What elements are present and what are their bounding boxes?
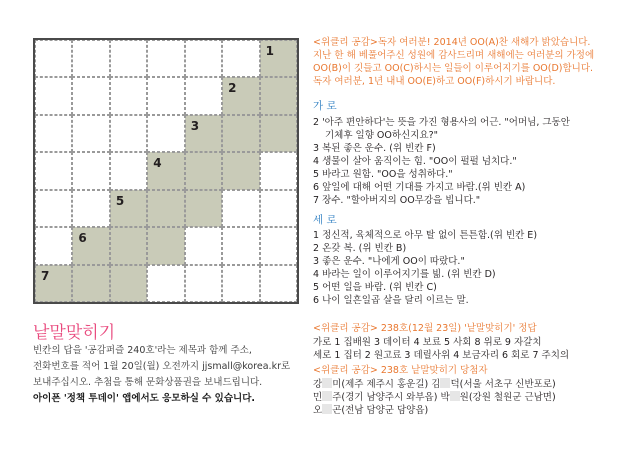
grid-cell [72,190,109,227]
winner-row [313,404,613,417]
grid-cell [147,227,184,264]
cell-number: 7 [41,268,50,283]
cell-number: 6 [78,231,87,246]
grid-cell [147,265,184,302]
winner-name: 김 [431,379,441,390]
answers-across: 가로 1 집배원 3 데이터 4 보료 5 사회 8 위로 9 자갈치 [313,337,542,348]
winner-name: 민 [313,392,323,403]
cell-number: 3 [190,118,200,133]
answers-down: 세로 1 집터 2 원고료 3 데릴사위 4 보금자리 6 회로 7 주치의 [313,350,570,361]
cell-number: 5 [115,193,125,208]
grid-cell [72,152,109,189]
instruction-line: 전화번호를 적어 1월 20일(월) 오전까지 jjsmall@korea.kr로 [33,361,291,372]
crossword-grid [33,38,299,304]
winner-name: 강 [313,379,323,390]
grid-cell [260,152,297,189]
clue-item: 7 장수. "할아버지의 OO무강을 빕니다." [313,195,481,206]
cell-number: 4 [153,156,162,171]
grid-cell [72,115,109,152]
grid-cell [72,227,109,264]
grid-cell [185,190,222,227]
across-clues [313,116,613,207]
cell-number: 1 [265,44,274,58]
grid-cell [260,40,297,77]
grid-cell [35,152,72,189]
intro-text [313,36,613,88]
winner-address: 주(경기 남양주시 와부읍) [332,392,438,403]
instruction-line: 보내주십시오. 추첨을 통해 문화상품권을 보내드립니다. [33,377,263,388]
grid-cell [185,152,222,189]
grid-cell [185,227,222,264]
clue-item: 3 복된 좋은 운수. (위 빈칸 F) [313,143,436,154]
intro-line: OO(B)이 깃들고 OO(C)하시는 일들이 이루어지기를 OO(D)합니다. [313,63,594,74]
clue-item: 3 좋은 운수. "나에게 OO이 따랐다." [313,256,465,267]
grid-cell [35,265,72,302]
winner-row [313,391,613,404]
winner-row [313,378,613,391]
clue-item: 6 앞일에 대해 어떤 기대를 가지고 바람.(위 빈칸 A) [313,182,526,193]
grid-cell [185,115,222,152]
grid-cell [260,77,297,114]
instruction-line: 빈칸의 답을 '공감퍼즐 240호'라는 제목과 함께 주소, [33,345,252,356]
instructions [33,343,301,407]
winner-name: 오 [313,405,323,416]
grid-cell [185,265,222,302]
down-clues [313,229,613,307]
grid-cell [260,265,297,302]
winners-list [313,378,613,417]
grid-cell [222,190,259,227]
masked-name [450,391,460,401]
puzzle-title: 낱말맞히기 [33,323,116,343]
winner-name: 박 [440,392,450,403]
grid-cell [110,77,147,114]
grid-cell [260,227,297,264]
answers [313,336,613,362]
grid-cell [35,227,72,264]
down-heading: 세 로 [313,214,337,226]
grid-cell [222,152,259,189]
grid-cell [222,40,259,77]
grid-cell [110,227,147,264]
grid-cell [222,265,259,302]
clue-item: 4 바라는 일이 이루어지기를 빎. (위 빈칸 D) [313,269,496,280]
grid-cell [72,265,109,302]
grid-cell [147,152,184,189]
winner-address: 미(제주 제주시 홍운길) [332,379,429,390]
masked-name [322,378,332,388]
cell-number: 2 [228,81,237,96]
grid-cell [147,77,184,114]
grid-cell [110,115,147,152]
winner-address: 원(강원 철원군 근남면) [459,392,556,403]
winner-address: 곤(전남 담양군 담양읍) [332,405,429,416]
grid-cell [147,40,184,77]
grid-cell [110,265,147,302]
winner-address: 덕(서울 서초구 신반포로) [450,379,556,390]
grid-cell [147,190,184,227]
intro-line: 독자 여러분, 1년 내내 OO(E)하고 OO(F)하시기 바랍니다. [313,76,556,87]
grid-cell [72,77,109,114]
across-heading: 가 로 [313,100,337,112]
masked-name [322,391,332,401]
winners-title: <위클리 공감> 238호 낱말맞히기 당첨자 [313,365,488,376]
grid-cell [222,115,259,152]
answers-title: <위클리 공감> 238호(12월 23일) '낱말맞히기' 정답 [313,323,537,334]
grid-cell [110,152,147,189]
clue-item: 5 바라고 원함. "OO을 성취하다." [313,169,453,180]
masked-name [322,404,332,414]
clue-item: 5 어떤 일을 바람. (위 빈칸 C) [313,282,437,293]
grid-cell [110,190,147,227]
grid-cell [185,77,222,114]
clue-item: 기체후 일향 OO하신지요?" [325,130,438,141]
grid-cell [35,40,72,77]
app-note: 아이폰 '정책 투데이' 앱에서도 응모하실 수 있습니다. [33,393,255,404]
clue-item: 1 정신적, 육체적으로 아무 탈 없이 튼튼함.(위 빈칸 E) [313,230,538,241]
clue-item: 2 온갖 복. (위 빈칸 B) [313,243,407,254]
grid-cell [110,40,147,77]
grid-cell [35,77,72,114]
masked-name [440,378,450,388]
clue-item: 6 나이 일흔일곱 살을 달리 이르는 말. [313,295,469,306]
grid-cell [185,40,222,77]
intro-line: <위클리 공감>독자 여러분! 2014년 OO(A)찬 새해가 밝았습니다. [313,37,591,48]
grid-cell [147,115,184,152]
grid-cell [72,40,109,77]
grid-cell [222,77,259,114]
grid-cell [35,115,72,152]
grid-cell [260,115,297,152]
grid-cell [35,190,72,227]
grid-cell [222,227,259,264]
clue-item: 2 '아주 편안하다'는 뜻을 가진 형용사의 어근. "어머님, 그동안 [313,117,570,128]
grid-cell [260,190,297,227]
intro-line: 지난 한 해 베풀어주신 성원에 감사드리며 새해에는 여러분의 가정에 [313,50,595,61]
clue-item: 4 생물이 살아 움직이는 힘. "OO이 펄펄 넘치다." [313,156,517,167]
